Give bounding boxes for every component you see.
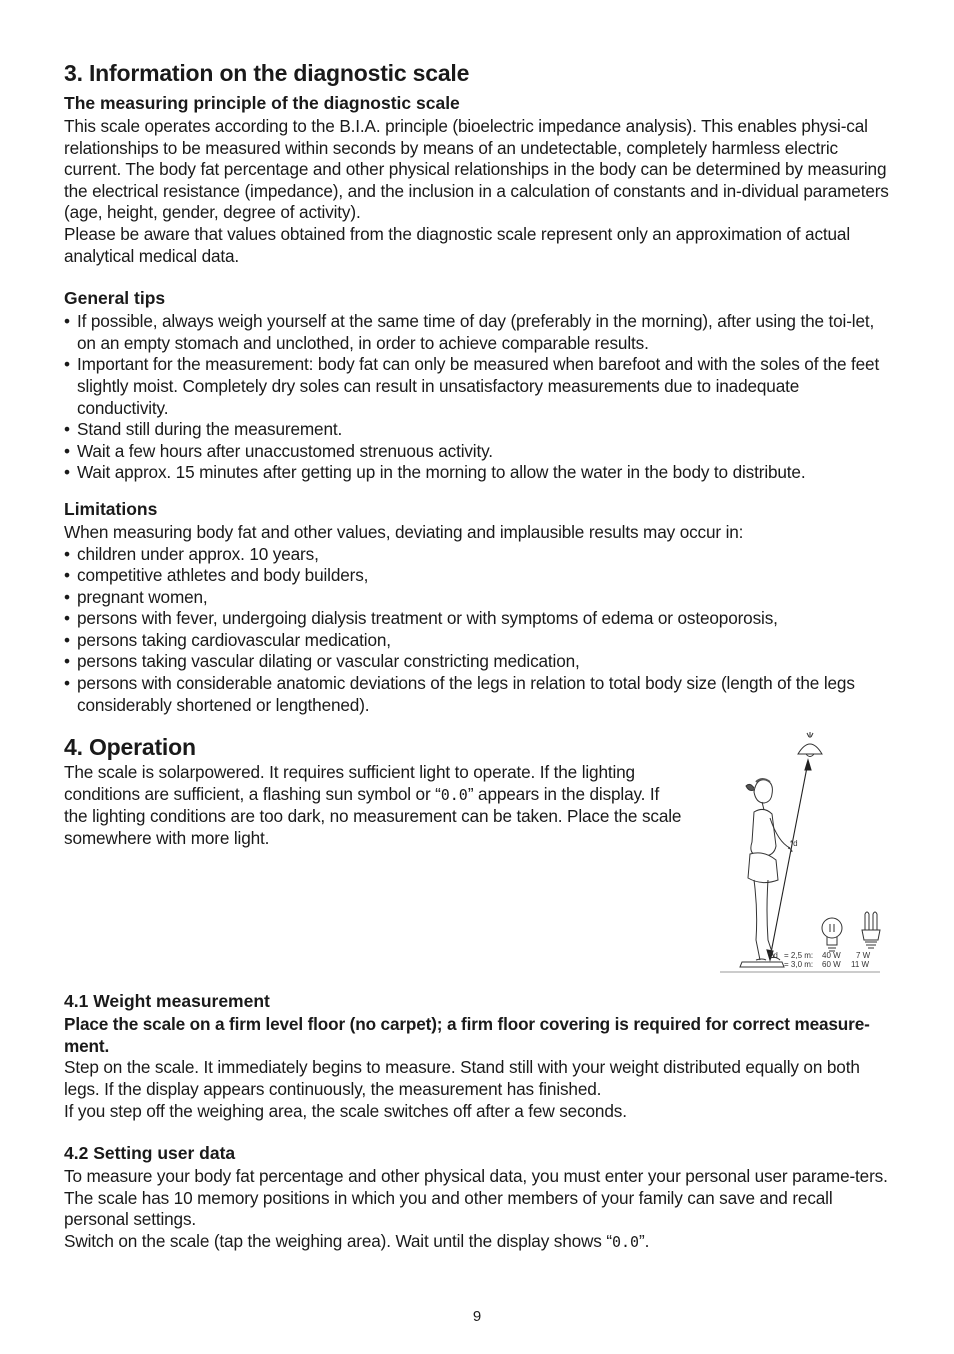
page-number: 9 (472, 1308, 482, 1325)
operation-block (64, 762, 890, 990)
limitations-heading: Limitations (64, 498, 158, 519)
display-readout: 0.0 (611, 1233, 640, 1251)
legend-key: * d (768, 951, 778, 961)
display-readout: 0.0 (440, 785, 468, 804)
legend-row2-distance: = 3,0 m: (784, 960, 814, 970)
lighting-illustration (720, 732, 890, 980)
user-data-paragraph-2: The scale has 10 memory positions in which you and other members of your family can save and recall personal settings. (64, 1187, 833, 1230)
user-data-paragraph-1: To measure your body fat percentage and other physical data, you must enter your personal user parame-ters. (64, 1166, 888, 1187)
weight-measurement-paragraph-1: Step on the scale. It immediately begins to measure. Stand still with your weight distributed equally on both legs. If the display appears continuously, the measurement has finished. (64, 1057, 860, 1100)
user-data-paragraph-3: Switch on the scale (tap the weighing area). Wait until the display shows “0.0”. (64, 1231, 650, 1251)
legend-row1-cfl: 7 W (856, 951, 871, 961)
tip-item: • Wait a few hours after unaccustomed strenuous activity. (64, 441, 890, 463)
tip-item: • If possible, always weigh yourself at the same time of day (preferably in the morning), after using the toi-let, on an empty stomach and unclothed, in order to achieve comparable results. (64, 311, 890, 354)
section-4-title: 4. Operation (64, 734, 196, 761)
ceiling-lamp-icon (798, 732, 822, 757)
general-tips-list (64, 311, 890, 484)
legend-row1-distance: = 2,5 m: (784, 951, 814, 961)
light-bulb-icon (822, 918, 842, 951)
limitations-intro: When measuring body fat and other values, deviating and implausible results may occur in: (64, 521, 744, 542)
user-data-heading: 4.2 Setting user data (64, 1143, 236, 1164)
general-tips-heading: General tips (64, 288, 166, 309)
legend-row1-bulb: 40 W (822, 951, 841, 961)
principle-paragraph-2: Please be aware that values obtained from the diagnostic scale represent only an approximation of actual analytical medical data. (64, 223, 851, 266)
distance-label: *d (790, 839, 798, 849)
limitation-item: • persons with considerable anatomic deviations of the legs in relation to total body size (length of the legs considerably shortened or lengthened). (64, 673, 890, 716)
tip-item: • Stand still during the measurement. (64, 419, 890, 441)
limitation-item: • pregnant women, (64, 587, 890, 609)
limitation-item: • persons taking vascular dilating or vascular constricting medication, (64, 651, 890, 673)
tip-item: • Wait approx. 15 minutes after getting up in the morning to allow the water in the body to distribute. (64, 462, 890, 484)
person-icon (746, 779, 792, 960)
legend-row2-bulb: 60 W (822, 960, 841, 970)
limitation-item: • persons with fever, undergoing dialysis treatment or with symptoms of edema or osteoporosis, (64, 608, 890, 630)
weight-measurement-warning: Place the scale on a firm level floor (no carpet); a firm floor covering is required for correct measure-ment. (64, 1014, 870, 1056)
legend-row2-cfl: 11 W (851, 960, 870, 970)
principle-heading: The measuring principle of the diagnostic scale (64, 93, 460, 113)
limitation-item: • competitive athletes and body builders, (64, 565, 890, 587)
limitation-item: • persons taking cardiovascular medication, (64, 630, 890, 652)
operation-paragraph: The scale is solarpowered. It requires sufficient light to operate. If the lighting conditions are sufficient, a flashing sun symbol or “0.0” appears in the display. If the lighting conditions are too dark, no measurement can be taken. Place the scale somewhere with more light. (64, 762, 682, 849)
energy-saving-lamp-icon (862, 912, 880, 948)
weight-measurement-heading: 4.1 Weight measurement (64, 991, 270, 1012)
limitation-item: • children under approx. 10 years, (64, 544, 890, 566)
weight-measurement-paragraph-2: If you step off the weighing area, the scale switches off after a few seconds. (64, 1100, 627, 1121)
section-3-title: 3. Information on the diagnostic scale (64, 60, 470, 86)
tip-item: • Important for the measurement: body fat can only be measured when barefoot and with the soles of the feet slightly moist. Completely dry soles can result in unsatisfactory measurements due to inadequate conductivity. (64, 354, 890, 419)
principle-paragraph-1: This scale operates according to the B.I.A. principle (bioelectric impedance analysis). This enables physi-cal relationships to be measured within seconds by means of an undetectable, completely harmless electric current. The body fat percentage and other physical relationships in the body can be determined by measuring the electrical resistance (impedance), and the inclusion in a calculation of constants and in-dividual parameters (age, height, gender, degree of activity). (64, 116, 889, 223)
limitations-list (64, 544, 890, 717)
document-page (64, 58, 890, 1254)
